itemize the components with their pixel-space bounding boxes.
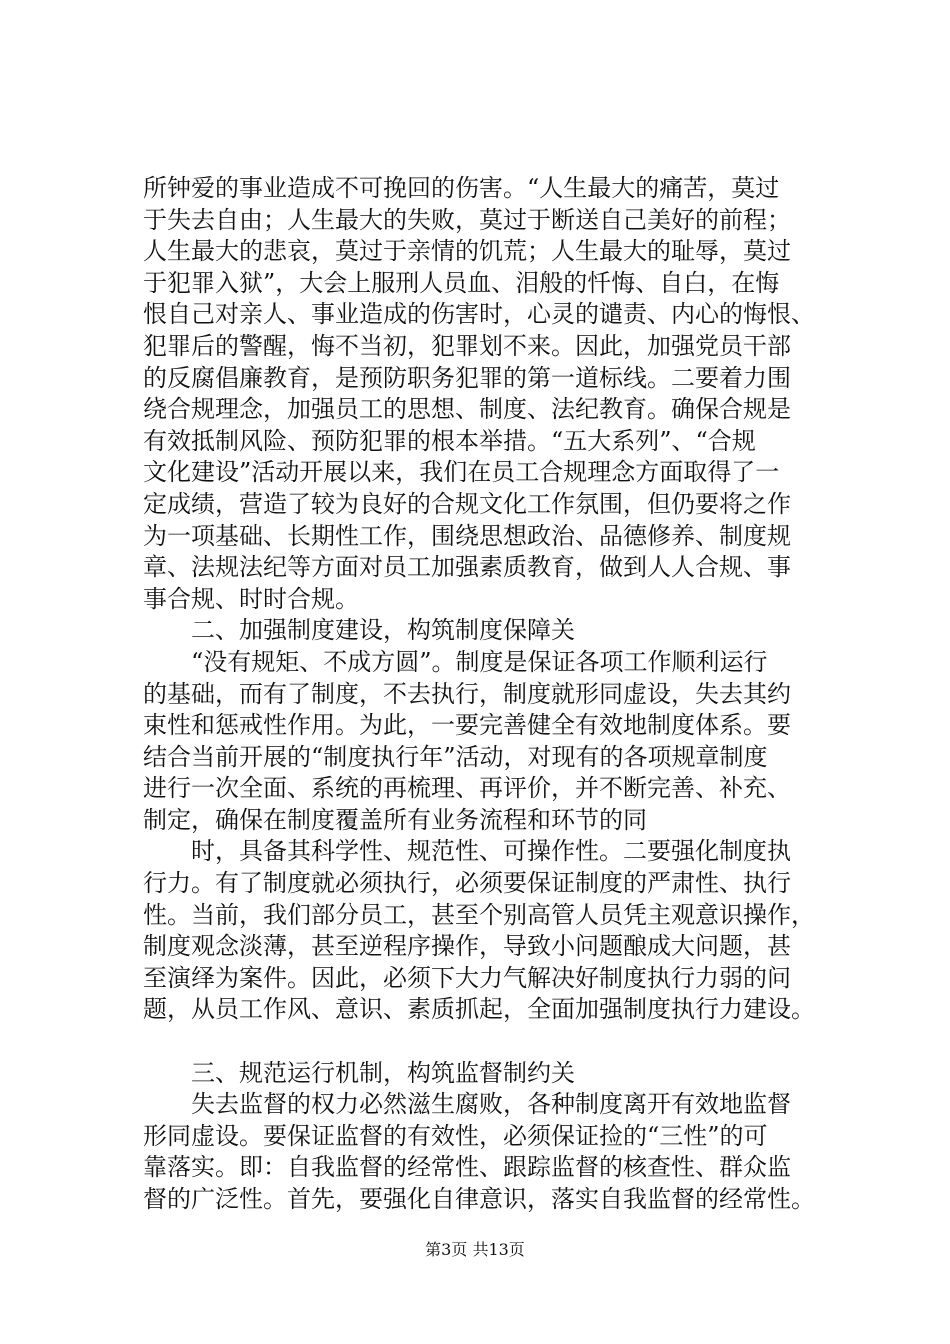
text-line: 督的广泛性。首先，要强化自律意识，落实自我监督的经常性。 xyxy=(143,1185,815,1213)
text-line: 章、法规法纪等方面对员工加强素质教育，做到人人合规、事 xyxy=(143,553,791,582)
page-number-label: 第3页 共13页 xyxy=(425,1240,525,1259)
text-line: 时，具备其科学性、规范性、可操作性。二要强化制度执 xyxy=(143,837,791,866)
text-line: 有效抵制风险、预防犯罪的根本举措。“五大系列”、“合规 xyxy=(143,426,756,455)
document-body xyxy=(143,173,863,1216)
text-line: 靠落实。即：自我监督的经常性、跟踪监督的核查性、群众监 xyxy=(143,1153,791,1182)
text-line: 至演绎为案件。因此，必须下大力气解决好制度执行力弱的问 xyxy=(143,963,791,992)
text-line: 为一项基础、长期性工作，围绕思想政治、品德修养、制度规 xyxy=(143,521,791,550)
text-line: “没有规矩、不成方圆”。制度是保证各项工作顺利运行 xyxy=(143,647,768,676)
text-line: 的基础，而有了制度，不去执行，制度就形同虚设，失去其约 xyxy=(143,679,791,708)
text-line: 的反腐倡廉教育，是预防职务犯罪的第一道标线。二要着力围 xyxy=(143,363,791,392)
text-line: 人生最大的悲哀，莫过于亲情的饥荒；人生最大的耻辱，莫过 xyxy=(143,237,791,266)
text-line: 失去监督的权力必然滋生腐败，各种制度离开有效地监督 xyxy=(143,1090,791,1119)
section-heading: 三、规范运行机制，构筑监督制约关 xyxy=(143,1058,575,1087)
page-footer xyxy=(0,1240,950,1260)
text-line: 行力。有了制度就必须执行，必须要保证制度的严肃性、执行 xyxy=(143,869,791,898)
text-line: 于失去自由；人生最大的失败，莫过于断送自己美好的前程； xyxy=(143,205,791,234)
text-line: 进行一次全面、系统的再梳理、再评价，并不断完善、补充、 xyxy=(143,774,791,803)
text-line: 束性和惩戒性作用。为此，一要完善健全有效地制度体系。要 xyxy=(143,711,791,740)
text-line: 恨自己对亲人、事业造成的伤害时，心灵的谴责、内心的悔恨、 xyxy=(143,300,815,329)
text-line: 形同虚设。要保证监督的有效性，必须保证捡的“三性”的可 xyxy=(143,1121,768,1150)
text-line: 性。当前，我们部分员工，甚至个别高管人员凭主观意识操作， xyxy=(143,900,815,929)
text-line: 所钟爱的事业造成不可挽回的伤害。“人生最大的痛苦，莫过 xyxy=(143,174,780,202)
text-line: 制定，确保在制度覆盖所有业务流程和环节的同 xyxy=(143,805,647,834)
text-line: 事合规、时时合规。 xyxy=(143,584,359,613)
text-line: 制度观念淡薄，甚至逆程序操作，导致小问题酿成大问题，甚 xyxy=(143,932,791,961)
text-line: 定成绩，营造了较为良好的合规文化工作氛围，但仍要将之作 xyxy=(143,489,791,518)
text-line: 绕合规理念，加强员工的思想、制度、法纪教育。确保合规是 xyxy=(143,395,791,424)
text-line: 于犯罪入狱”，大会上服刑人员血、泪般的忏悔、自白，在悔 xyxy=(143,268,780,297)
text-line: 题，从员工作风、意识、素质抓起，全面加强制度执行力建设。 xyxy=(143,995,815,1024)
text-line: 结合当前开展的“制度执行年”活动，对现有的各项规章制度 xyxy=(143,742,768,771)
paragraph-gap xyxy=(143,1026,863,1058)
section-heading: 二、加强制度建设，构筑制度保障关 xyxy=(143,616,575,645)
text-line: 文化建设”活动开展以来，我们在员工合规理念方面取得了一 xyxy=(143,458,780,487)
text-line: 犯罪后的警醒，悔不当初，犯罪划不来。因此，加强党员干部 xyxy=(143,331,791,360)
